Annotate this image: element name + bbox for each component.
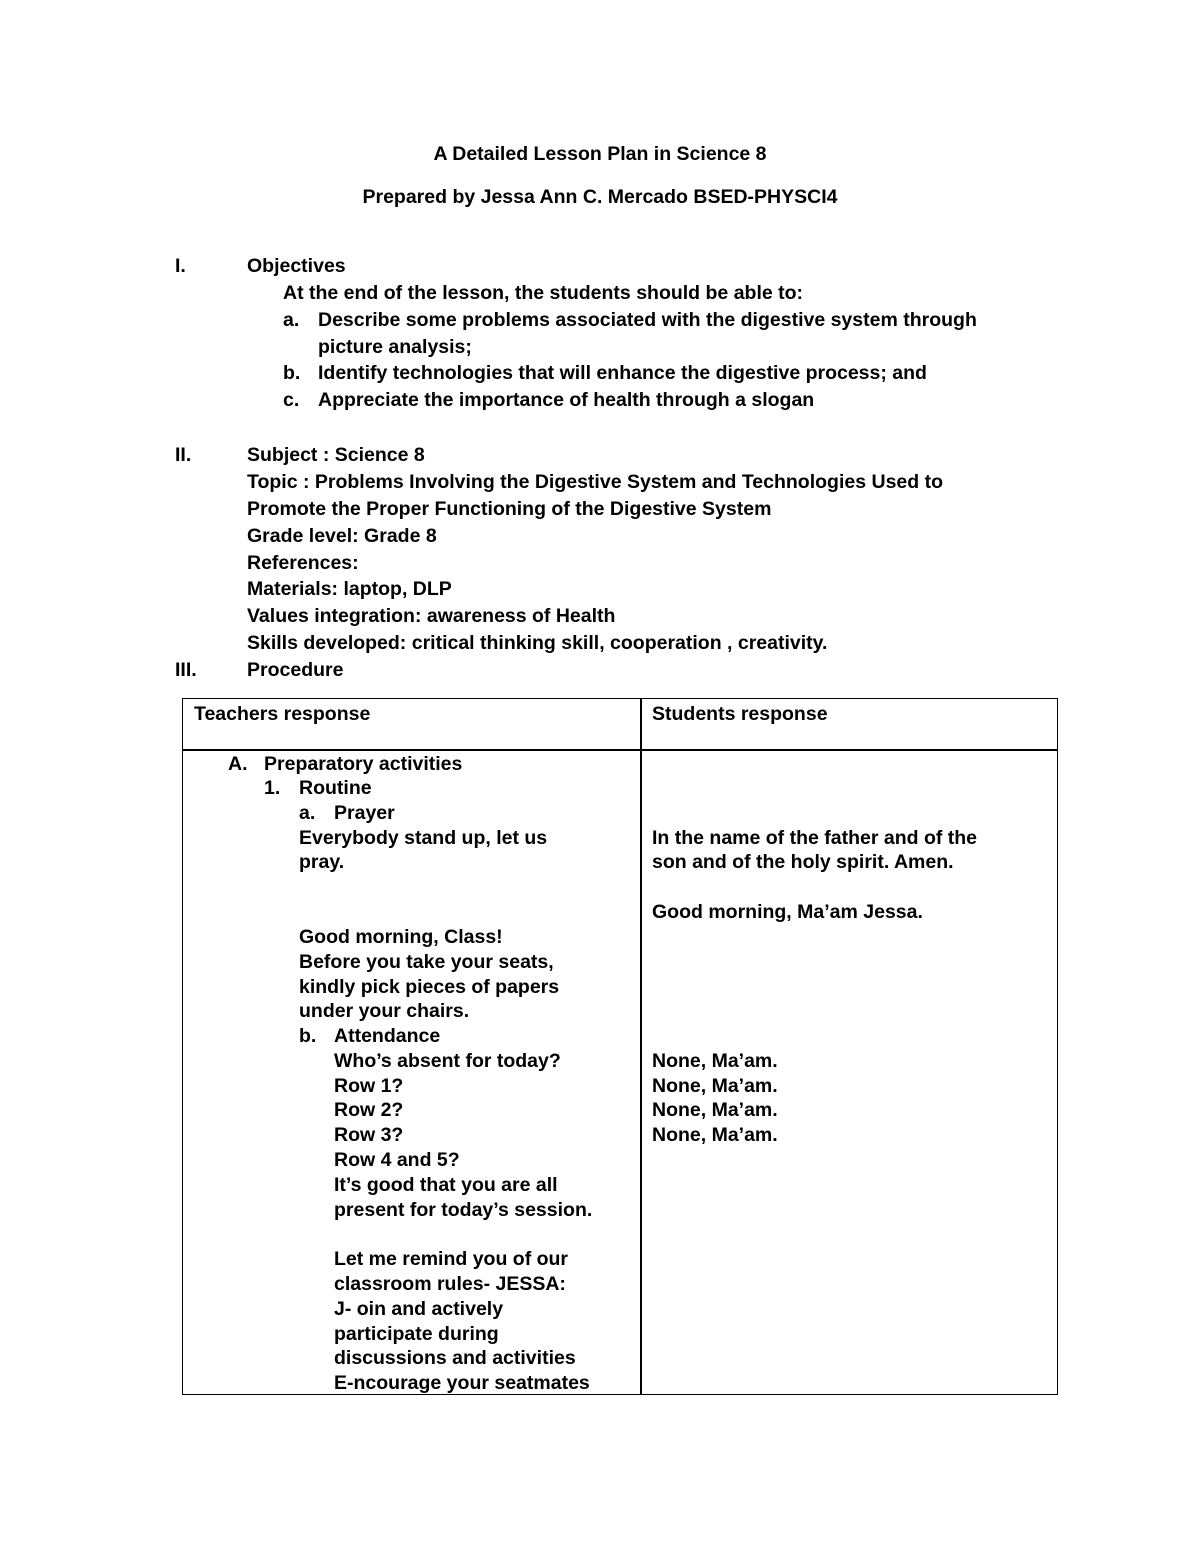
table-header-divider bbox=[182, 749, 1058, 751]
student-attendance-line: None, Ma’am. bbox=[652, 1050, 778, 1072]
teacher-rules-line: classroom rules- JESSA: bbox=[334, 1273, 566, 1295]
topic-line2: Promote the Proper Functioning of the Digestive System bbox=[247, 498, 772, 520]
teacher-prayer-line: pray. bbox=[299, 851, 345, 873]
teacher-greeting-line: under your chairs. bbox=[299, 1000, 470, 1022]
teacher-attendance-line: Row 2? bbox=[334, 1099, 404, 1121]
objectives-heading: Objectives bbox=[247, 255, 346, 277]
prepared-by: Prepared by Jessa Ann C. Mercado BSED-PHYSCI4 bbox=[362, 186, 838, 208]
procedure-heading: Procedure bbox=[247, 659, 344, 681]
teacher-rules-line: E-ncourage your seatmates bbox=[334, 1372, 590, 1394]
student-prayer-line: In the name of the father and of the bbox=[652, 827, 978, 849]
teacher-greeting-line: Good morning, Class! bbox=[299, 926, 503, 948]
skills-developed: Skills developed: critical thinking skill, cooperation , creativity. bbox=[247, 632, 828, 654]
teacher-attendance-line: Row 3? bbox=[334, 1124, 404, 1146]
section-a-title: Preparatory activities bbox=[264, 753, 463, 775]
objective-b: Identify technologies that will enhance the digestive process; and bbox=[318, 362, 927, 384]
objectives-numeral: I. bbox=[175, 255, 186, 277]
attendance-title: Attendance bbox=[334, 1025, 441, 1047]
teacher-attendance-line: Who’s absent for today? bbox=[334, 1050, 561, 1072]
teacher-greeting-line: Before you take your seats, bbox=[299, 951, 554, 973]
teacher-greeting-line: kindly pick pieces of papers bbox=[299, 976, 560, 998]
student-attendance-line: None, Ma’am. bbox=[652, 1124, 778, 1146]
section-a-letter: A. bbox=[228, 753, 248, 775]
topic-line1: Topic : Problems Involving the Digestive System and Technologies Used to bbox=[247, 471, 943, 493]
subject-line: Subject : Science 8 bbox=[247, 444, 425, 466]
routine-title: Routine bbox=[299, 777, 372, 799]
objective-letter-b: b. bbox=[283, 362, 301, 384]
materials: Materials: laptop, DLP bbox=[247, 578, 452, 600]
objective-letter-a: a. bbox=[283, 309, 300, 331]
teacher-rules-line: Let me remind you of our bbox=[334, 1248, 569, 1270]
student-prayer-line: son and of the holy spirit. Amen. bbox=[652, 851, 954, 873]
student-greeting: Good morning, Ma’am Jessa. bbox=[652, 901, 923, 923]
teacher-rules-line: J- oin and actively bbox=[334, 1298, 504, 1320]
objective-letter-c: c. bbox=[283, 389, 300, 411]
teacher-attendance-line: present for today’s session. bbox=[334, 1199, 593, 1221]
teacher-rules-line: participate during bbox=[334, 1323, 499, 1345]
references: References: bbox=[247, 552, 359, 574]
teacher-rules-line: discussions and activities bbox=[334, 1347, 576, 1369]
values-integration: Values integration: awareness of Health bbox=[247, 605, 616, 627]
header-teachers-response: Teachers response bbox=[194, 703, 371, 725]
prayer-title: Prayer bbox=[334, 802, 395, 824]
header-students-response: Students response bbox=[652, 703, 828, 725]
table-column-divider bbox=[640, 698, 642, 1395]
objective-a-line2: picture analysis; bbox=[318, 336, 472, 358]
student-attendance-line: None, Ma’am. bbox=[652, 1099, 778, 1121]
student-attendance-line: None, Ma’am. bbox=[652, 1075, 778, 1097]
procedure-numeral: III. bbox=[175, 659, 197, 681]
teacher-prayer-line: Everybody stand up, let us bbox=[299, 827, 548, 849]
objective-a-line1: Describe some problems associated with the digestive system through bbox=[318, 309, 977, 331]
document-title: A Detailed Lesson Plan in Science 8 bbox=[433, 143, 767, 165]
objective-c: Appreciate the importance of health through a slogan bbox=[318, 389, 815, 411]
teacher-attendance-line: It’s good that you are all bbox=[334, 1174, 558, 1196]
routine-number: 1. bbox=[264, 777, 281, 799]
grade-level: Grade level: Grade 8 bbox=[247, 525, 437, 547]
objectives-intro: At the end of the lesson, the students should be able to: bbox=[283, 282, 804, 304]
teacher-attendance-line: Row 4 and 5? bbox=[334, 1149, 460, 1171]
subject-numeral: II. bbox=[175, 444, 192, 466]
attendance-letter: b. bbox=[299, 1025, 317, 1047]
prayer-letter: a. bbox=[299, 802, 316, 824]
teacher-attendance-line: Row 1? bbox=[334, 1075, 404, 1097]
